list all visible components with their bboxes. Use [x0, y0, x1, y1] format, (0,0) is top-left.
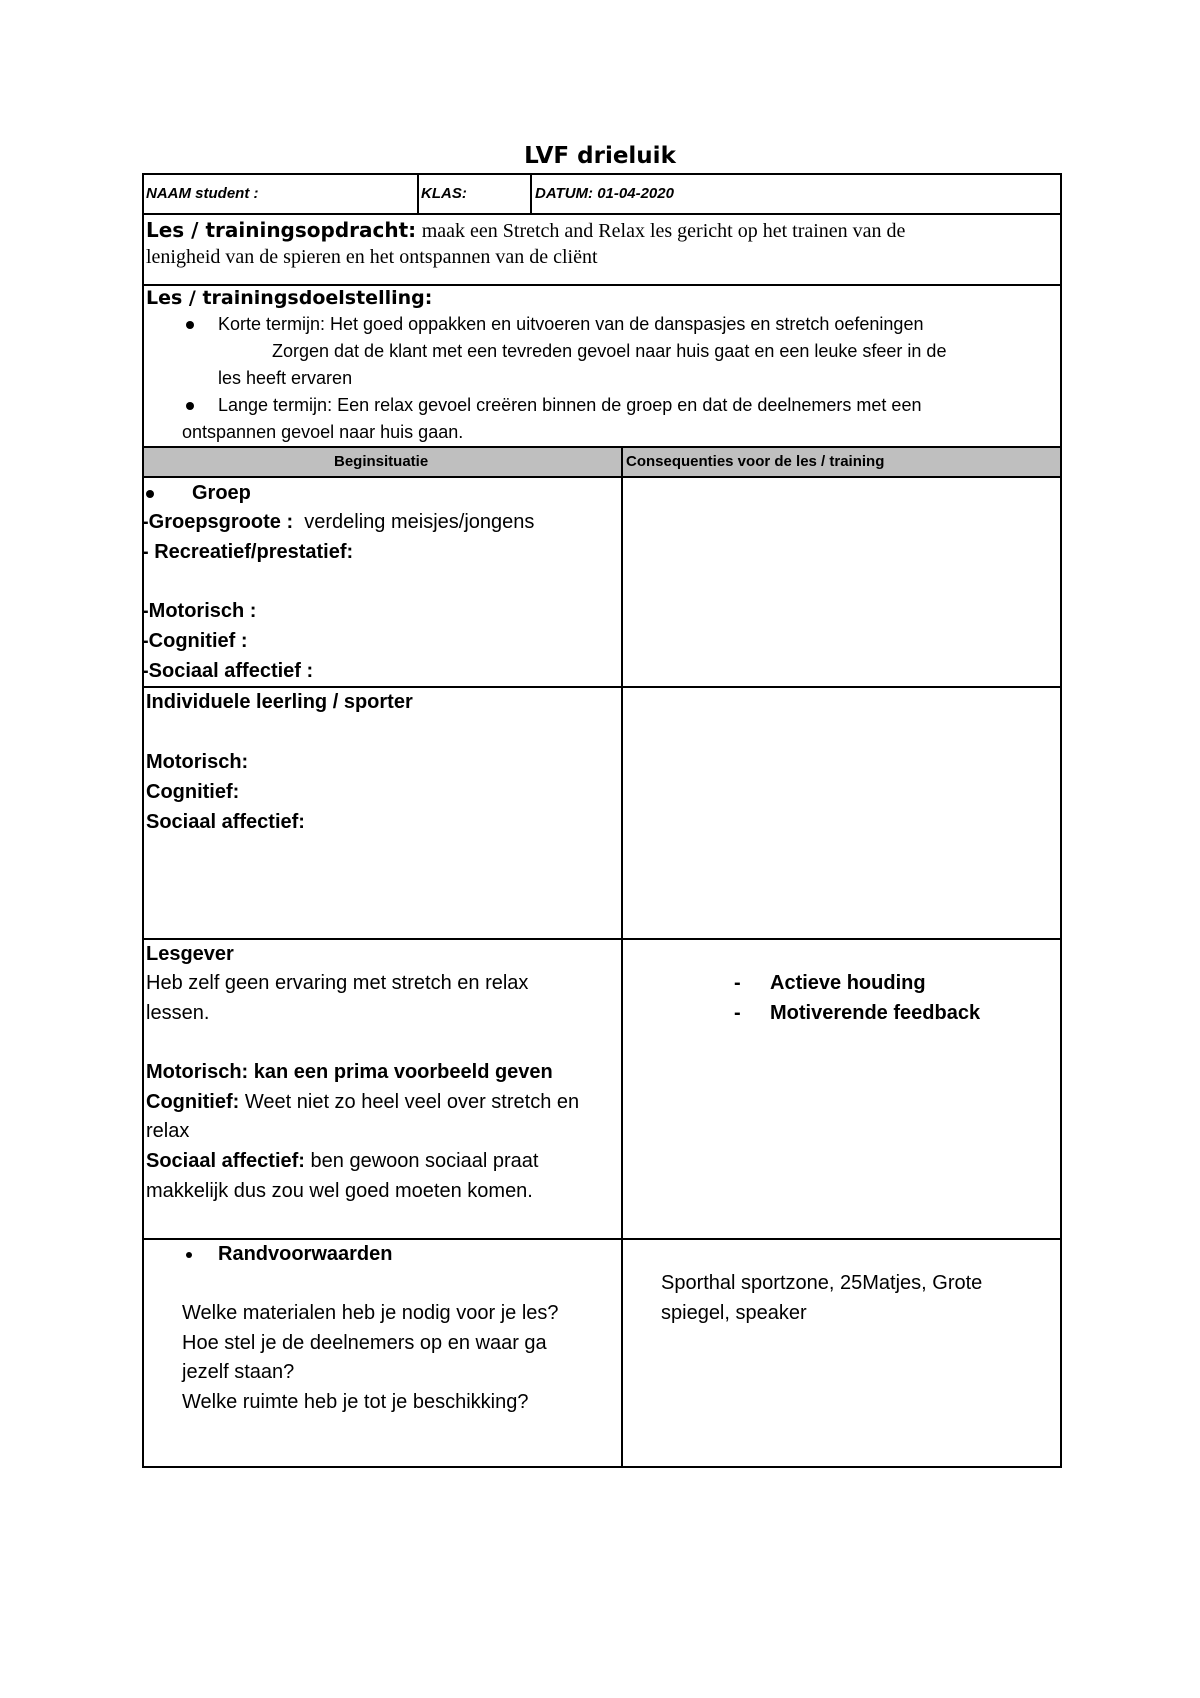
randvoorwaarden-answer-2: spiegel, speaker	[661, 1302, 807, 1324]
lesgever-motorisch: Motorisch: kan een prima voorbeeld geven	[146, 1061, 553, 1083]
groepsgroote-line: -Groepsgroote : verdeling meisjes/jongens	[142, 511, 535, 533]
lesgever-cognitief: Cognitief: Weet niet zo heel veel over stretch en	[146, 1091, 580, 1113]
divider	[417, 173, 419, 215]
opdracht-text: maak een Stretch and Relax les gericht op het trainen van de	[421, 220, 906, 242]
bullet-icon	[186, 1252, 192, 1258]
doelstelling-bullet-2: Lange termijn: Een relax gevoel creëren binnen de groep en dat de deelnemers met een	[186, 395, 921, 416]
column-header-beginsituatie: Beginsituatie	[334, 453, 429, 470]
groep-heading: Groep	[146, 482, 251, 505]
randvoorwaarden-answer-1: Sporthal sportzone, 25Matjes, Grote	[661, 1272, 983, 1294]
groep-row	[142, 476, 1062, 688]
divider	[530, 173, 532, 215]
randvoorwaarden-q3: jezelf staan?	[182, 1361, 295, 1383]
lesgever-heading: Lesgever	[146, 943, 234, 965]
randvoorwaarden-heading: Randvoorwaarden	[186, 1243, 392, 1266]
datum-field[interactable]: DATUM: 01-04-2020	[535, 185, 674, 202]
doelstelling-label: Les / trainingsdoelstelling:	[146, 287, 433, 309]
consequentie-item: - Actieve houding	[734, 972, 926, 994]
randvoorwaarden-q1: Welke materialen heb je nodig voor je les?	[182, 1302, 559, 1324]
bullet-icon	[186, 402, 194, 410]
lesgever-line1: Heb zelf geen ervaring met stretch en relax	[146, 972, 529, 994]
opdracht-line1	[146, 218, 905, 243]
klas-field[interactable]: KLAS:	[421, 185, 467, 202]
consequentie-item: - Motiverende feedback	[734, 1002, 981, 1024]
opdracht-line2: lenigheid van de spieren en het ontspannen van de cliënt	[146, 246, 598, 268]
lesgever-sociaal: Sociaal affectief: ben gewoon sociaal praat	[146, 1150, 539, 1172]
opdracht-label: Les / trainingsopdracht:	[146, 218, 417, 242]
lesgever-cognitief-cont: relax	[146, 1120, 190, 1142]
lesgever-line2: lessen.	[146, 1002, 210, 1024]
recreatief-line: - Recreatief/prestatief:	[142, 541, 354, 563]
groep-motorisch: -Motorisch :	[142, 600, 257, 622]
doelstelling-bullet-1: Korte termijn: Het goed oppakken en uitvoeren van de danspasjes en stretch oefeningen	[186, 314, 923, 335]
column-header-consequenties: Consequenties voor de les / training	[626, 453, 885, 470]
individueel-cognitief: Cognitief:	[146, 781, 240, 803]
groep-sociaal: -Sociaal affectief :	[142, 660, 314, 682]
individueel-motorisch: Motorisch:	[146, 751, 249, 773]
randvoorwaarden-q4: Welke ruimte heb je tot je beschikking?	[182, 1391, 529, 1413]
doelstelling-line2: Zorgen dat de klant met een tevreden gevoel naar huis gaat en een leuke sfeer in de	[272, 341, 947, 361]
lesgever-sociaal-cont: makkelijk dus zou wel goed moeten komen.	[146, 1180, 533, 1202]
bullet-icon	[146, 490, 154, 498]
randvoorwaarden-q2: Hoe stel je de deelnemers op en waar ga	[182, 1332, 547, 1354]
column-header-row	[142, 446, 1062, 478]
individueel-sociaal: Sociaal affectief:	[146, 811, 305, 833]
naam-student-field[interactable]: NAAM student :	[146, 185, 259, 202]
doelstelling-line5: ontspannen gevoel naar huis gaan.	[182, 422, 464, 442]
groep-cognitief: -Cognitief :	[142, 630, 248, 652]
individueel-heading: Individuele leerling / sporter	[146, 691, 413, 713]
page-title: LVF drieluik	[524, 143, 676, 169]
column-divider	[621, 476, 623, 1468]
divider	[621, 446, 623, 478]
bullet-icon	[186, 321, 194, 329]
doelstelling-line3: les heeft ervaren	[218, 368, 353, 388]
